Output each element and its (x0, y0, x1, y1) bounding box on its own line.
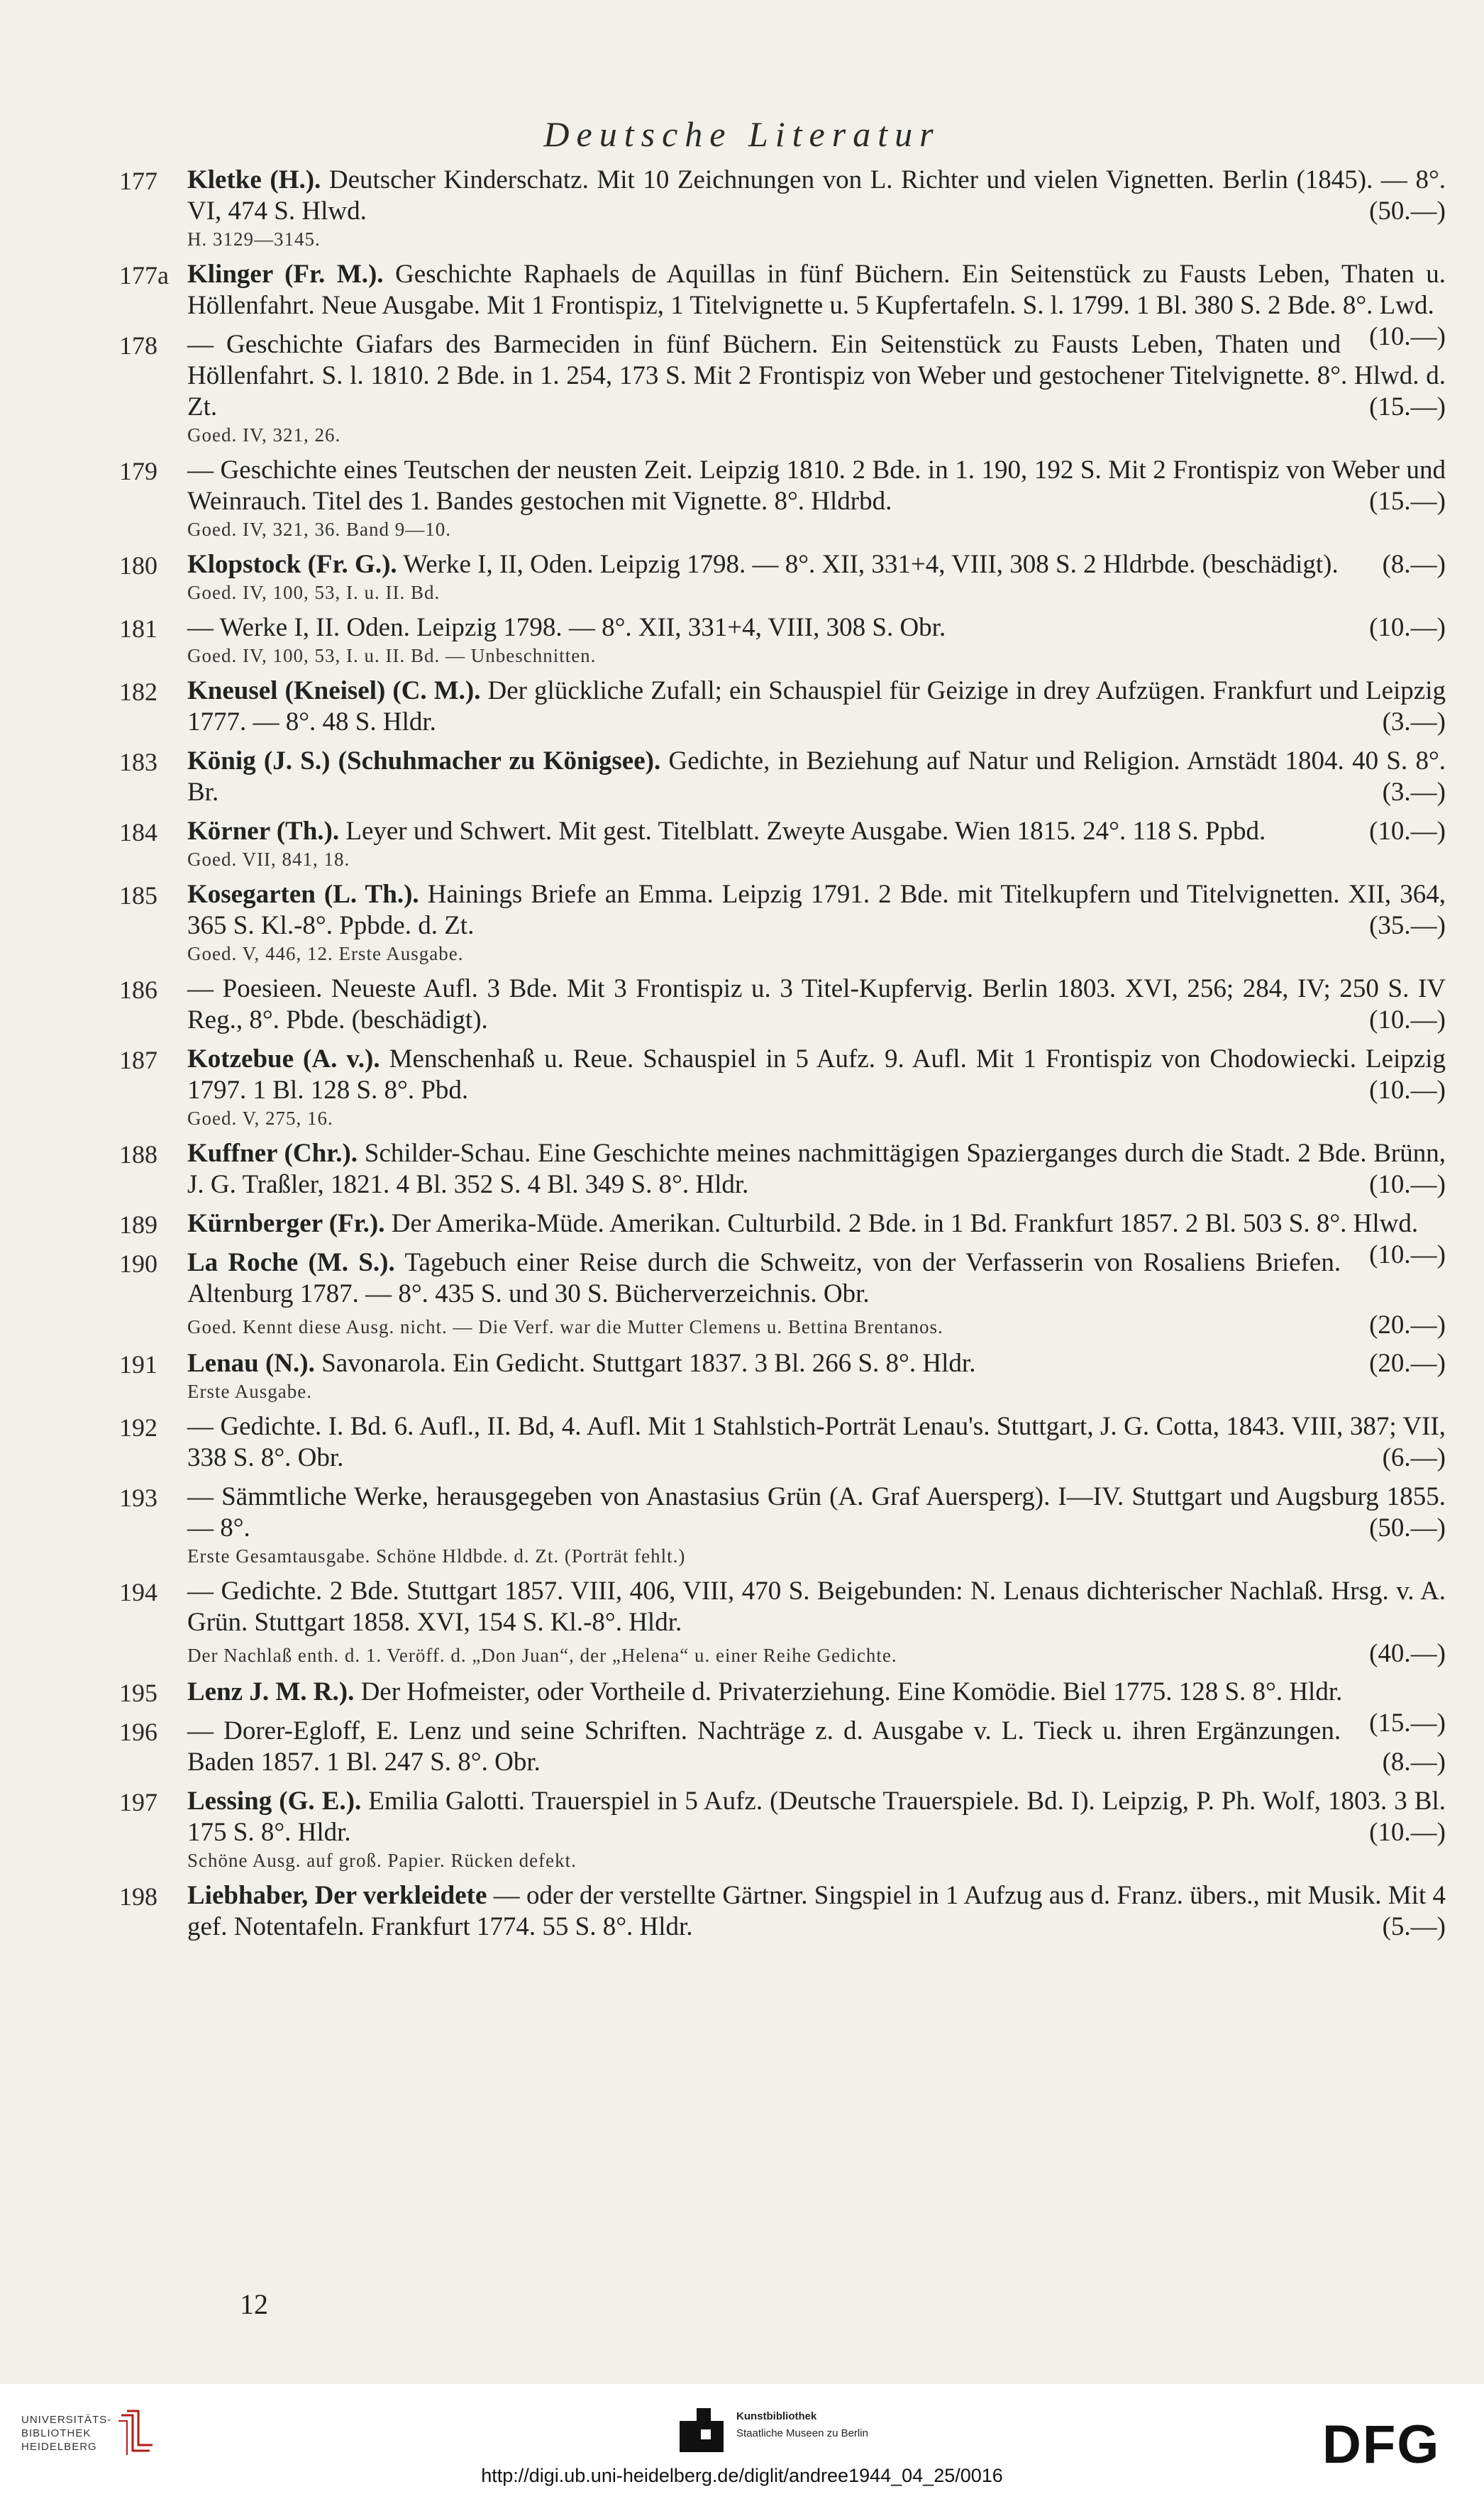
entry-text: — oder der verstellte Gärtner. Singspiel in 1 Aufzug aus d. Franz. übers., mit Musik. Mit 4 gef. Notentafeln. Frankfurt 1774. 55 S. 8°. Hldr. (187, 1881, 1446, 1941)
entry-price: (10.—) (1369, 1818, 1446, 1847)
entry-author: Körner (Th.). (187, 817, 340, 846)
entry-text: Der Hofmeister, oder Vortheile d. Privaterziehung. Eine Komödie. Biel 1775. 128 S. 8°. Hldr. (360, 1677, 1343, 1706)
entry-author: Kneusel (Kneisel) (C. M.). (187, 676, 481, 705)
entry-text: Der Amerika-Müde. Amerikan. Culturbild. 2 Bde. in 1 Bd. Frankfurt 1857. 2 Bl. 503 S. 8°. Hlwd. (391, 1209, 1419, 1238)
entry-number: 185 (119, 881, 157, 910)
entry-text: Menschenhaß u. Reue. Schauspiel in 5 Aufz. 9. Aufl. Mit 1 Frontispiz von Chodowiecki. Leipzig 1797. 1 Bl. 128 S. 8°. Pbd. (187, 1044, 1446, 1105)
entry-description (187, 1348, 1446, 1379)
entry-note: Erste Ausgabe. (187, 1381, 312, 1402)
entry-text: — Gedichte. 2 Bde. Stuttgart 1857. VIII, 406, VIII, 470 S. Beigebunden: N. Lenaus dichterischer Nachlaß. Hrsg. v. A. Grün. Stuttgart 1858. XVI, 154 S. Kl.-8°. Hldr. (187, 1577, 1446, 1637)
catalog-entry (119, 165, 1446, 251)
entry-description (187, 879, 1446, 942)
entry-author: Kotzebue (A. v.). (187, 1044, 380, 1074)
entry-text: Schilder-Schau. Eine Geschichte meines nachmittägigen Spazierganges durch die Stadt. 2 Bde. Brünn, J. G. Traßler, 1821. 4 Bl. 352 S. 4 Bl. 349 S. 8°. Hldr. (187, 1139, 1446, 1199)
entry-text: Der glückliche Zufall; ein Schauspiel für Geizige in drey Aufzügen. Frankfurt und Leipzig 1777. — 8°. 48 S. Hldr. (187, 676, 1446, 736)
catalog-entry (119, 1138, 1446, 1201)
page-header-title: Deutsche Literatur (543, 114, 941, 154)
entry-note-row (187, 1310, 1446, 1340)
entry-price: (35.—) (1369, 911, 1446, 940)
entry-author: Liebhaber, Der verkleidete (187, 1881, 487, 1910)
entry-text: Emilia Galotti. Trauerspiel in 5 Aufz. (Deutsche Trauerspiele. Bd. I). Leipzig, P. Ph. Wolf, 1803. 3 Bl. 175 S. 8°. Hldr. (187, 1787, 1446, 1847)
catalog-entry (119, 329, 1446, 447)
entry-author: König (J. S.) (Schuhmacher zu Königsee). (187, 746, 661, 776)
entry-price: (10.—) (1369, 1076, 1446, 1105)
entry-number: 177 (119, 167, 157, 195)
entry-price: (40.—) (1369, 1639, 1446, 1668)
entry-number: 181 (119, 614, 157, 643)
entry-price: (15.—) (1369, 392, 1446, 421)
entry-price: (20.—) (1369, 1311, 1446, 1340)
entry-description (187, 1481, 1446, 1544)
entry-number: 182 (119, 678, 157, 706)
entry-description (187, 329, 1446, 423)
entry-price: (10.—) (1369, 613, 1446, 642)
catalog-entry (119, 612, 1446, 668)
entry-text: Deutscher Kinderschatz. Mit 10 Zeichnungen von L. Richter und vielen Vignetten. Berlin (1845). — 8°. VI, 474 S. Hlwd. (187, 165, 1446, 226)
entry-text: — Geschichte eines Teutschen der neusten Zeit. Leipzig 1810. 2 Bde. in 1. 190, 192 S. Mit 2 Frontispiz von Weber und Weinrauch. Titel des 1. Bandes gestochen mit Vignette. 8°. Hldrbd. (187, 456, 1446, 516)
entry-note: Erste Gesamtausgabe. Schöne Hldbde. d. Zt. (Porträt fehlt.) (187, 1545, 686, 1567)
catalog-entry (119, 549, 1446, 605)
entry-text: Hainings Briefe an Emma. Leipzig 1791. 2 Bde. mit Titelkupfern und Titelvignetten. XII, 364, 365 S. Kl.-8°. Ppbde. d. Zt. (187, 880, 1446, 940)
entry-text: Tagebuch einer Reise durch die Schweitz, von der Verfasserin von Rosaliens Briefen. Altenburg 1787. — 8°. 435 S. und 30 S. Bücherverzeichnis. Obr. (187, 1248, 1341, 1308)
footer-bar (0, 2384, 1484, 2494)
ub-line-3: HEIDELBERG (21, 2440, 97, 2453)
ub-line-2: BIBLIOTHEK (21, 2427, 92, 2439)
entry-number: 193 (119, 1484, 157, 1512)
entry-text: — Gedichte. I. Bd. 6. Aufl., II. Bd, 4. Aufl. Mit 1 Stahlstich-Porträt Lenau's. Stuttgart, J. G. Cotta, 1843. VIII, 387; VII, 338 S. 8°. Obr. (187, 1412, 1446, 1472)
entry-price: (3.—) (1382, 778, 1446, 807)
entry-price: (20.—) (1369, 1349, 1446, 1378)
kb-subtitle: Staatliche Museen zu Berlin (736, 2427, 868, 2439)
entry-number: 179 (119, 457, 157, 485)
page-number: 12 (240, 2288, 268, 2320)
entry-number: 183 (119, 748, 157, 776)
entry-note: Goed. IV, 100, 53, I. u. II. Bd. — Unbeschnitten. (187, 645, 597, 666)
entry-text: Werke I, II, Oden. Leipzig 1798. — 8°. XII, 331+4, VIII, 308 S. 2 Hldrbde. (beschädigt). (403, 550, 1339, 579)
entry-description (187, 1411, 1446, 1474)
entry-description (187, 165, 1446, 227)
entry-price: (15.—) (1369, 1709, 1446, 1738)
entry-author: Kletke (H.). (187, 165, 321, 194)
entry-note: Der Nachlaß enth. d. 1. Veröff. d. „Don Juan“, der „Helena“ u. einer Reihe Gedichte. (187, 1645, 897, 1666)
kunstbibliothek-logo[interactable] (680, 2408, 868, 2452)
entry-description (187, 675, 1446, 738)
entry-description (187, 1880, 1446, 1943)
entry-number: 187 (119, 1046, 157, 1074)
entry-price: (10.—) (1369, 1170, 1446, 1199)
entry-description (187, 816, 1446, 847)
entry-note: Schöne Ausg. auf groß. Papier. Rücken defekt. (187, 1850, 577, 1871)
entry-author: Klopstock (Fr. G.). (187, 550, 397, 579)
entry-author: Kosegarten (L. Th.). (187, 880, 419, 909)
entry-price: (10.—) (1369, 1240, 1446, 1269)
entry-price: (15.—) (1369, 487, 1446, 516)
catalog-entry (119, 816, 1446, 871)
entry-note: Goed. VII, 841, 18. (187, 849, 350, 870)
entry-description (187, 1576, 1446, 1638)
kunstbibliothek-emblem-icon (680, 2408, 724, 2452)
entry-text: — Poesieen. Neueste Aufl. 3 Bde. Mit 3 Frontispiz u. 3 Titel-Kupfervig. Berlin 1803. XVI, 256; 284, IV; 250 S. IV Reg., 8°. Pbde. (beschädigt). (187, 974, 1446, 1034)
dfg-logo[interactable]: DFG (1322, 2415, 1441, 2475)
catalog-entry-list (119, 165, 1446, 1950)
entry-price: (50.—) (1369, 197, 1446, 226)
catalog-entry (119, 879, 1446, 966)
entry-number: 195 (119, 1679, 157, 1707)
entry-price: (50.—) (1369, 1513, 1446, 1543)
entry-author: Kürnberger (Fr.). (187, 1209, 385, 1238)
entry-text: Gedichte, in Beziehung auf Natur und Religion. Arnstädt 1804. 40 S. 8°. Br. (187, 746, 1446, 807)
kunstbibliothek-text (736, 2408, 868, 2442)
entry-note: Goed. V, 275, 16. (187, 1108, 333, 1129)
entry-number: 197 (119, 1788, 157, 1816)
entry-description (187, 1138, 1446, 1201)
entry-number: 188 (119, 1140, 157, 1169)
entry-description (187, 1716, 1446, 1778)
entry-number: 191 (119, 1350, 157, 1379)
entry-description (187, 455, 1446, 517)
catalog-entry (119, 1880, 1446, 1943)
catalog-entry (119, 1786, 1446, 1872)
entry-author: Lenau (N.). (187, 1349, 315, 1378)
catalog-entry (119, 1481, 1446, 1568)
entry-author: Lenz J. M. R.). (187, 1677, 355, 1706)
entry-note: Goed. IV, 321, 26. (187, 424, 341, 446)
entry-text: Savonarola. Ein Gedicht. Stuttgart 1837. 3 Bl. 266 S. 8°. Hldr. (321, 1349, 976, 1378)
entry-description (187, 1247, 1446, 1310)
entry-note: Goed. IV, 321, 36. Band 9—10. (187, 519, 451, 540)
catalog-entry (119, 973, 1446, 1036)
entry-note: Goed. V, 446, 12. Erste Ausgabe. (187, 943, 464, 964)
entry-description (187, 549, 1446, 580)
entry-price: (5.—) (1382, 1912, 1446, 1941)
entry-number: 178 (119, 331, 157, 360)
entry-description (187, 973, 1446, 1036)
catalog-entry (119, 746, 1446, 808)
entry-price: (6.—) (1382, 1443, 1446, 1472)
catalog-entry (119, 1247, 1446, 1340)
ub-logo-text (21, 2413, 111, 2454)
catalog-entry (119, 1044, 1446, 1130)
entry-price: (3.—) (1382, 707, 1446, 736)
ub-emblem-icon (117, 2410, 154, 2456)
entry-note-row (187, 1638, 1446, 1669)
entry-author: Lessing (G. E.). (187, 1787, 362, 1816)
kb-title: Kunstbibliothek (736, 2410, 817, 2422)
entry-author: Klinger (Fr. M.). (187, 260, 384, 289)
ub-heidelberg-logo[interactable] (21, 2410, 154, 2456)
entry-number: 196 (119, 1718, 157, 1746)
entry-price: (10.—) (1369, 817, 1446, 846)
entry-note: Goed. Kennt diese Ausg. nicht. — Die Verf. war die Mutter Clemens u. Bettina Brentanos. (187, 1316, 943, 1337)
entry-description (187, 1786, 1446, 1848)
entry-description (187, 259, 1446, 351)
entry-note: H. 3129—3145. (187, 228, 321, 250)
entry-number: 186 (119, 976, 157, 1004)
ub-line-1: UNIVERSITÄTS- (21, 2413, 112, 2426)
entry-number: 192 (119, 1413, 157, 1442)
entry-price: (8.—) (1382, 1748, 1446, 1777)
entry-text: Geschichte Raphaels de Aquillas in fünf Büchern. Ein Seitenstück zu Fausts Leben, Thaten u. Höllenfahrt. Neue Ausgabe. Mit 1 Frontispiz, 1 Titelvignette u. 5 Kupfertafeln. S. l. 1799. 1 Bl. 380 S. 2 Bde. 8°. Lwd. (187, 260, 1446, 320)
entry-text: Leyer und Schwert. Mit gest. Titelblatt. Zweyte Ausgabe. Wien 1815. 24°. 118 S. Ppbd. (345, 817, 1266, 846)
entry-text: — Geschichte Giafars des Barmeciden in fünf Büchern. Ein Seitenstück zu Fausts Leben, Thaten und Höllenfahrt. S. l. 1810. 2 Bde. in 1. 254, 173 S. Mit 2 Frontispiz von Weber und gestochener Titelvignette. 8°. Hlwd. d. Zt. (187, 330, 1446, 421)
entry-note: Goed. IV, 100, 53, I. u. II. Bd. (187, 582, 441, 603)
entry-price: (10.—) (1369, 322, 1446, 351)
entry-number: 194 (119, 1578, 157, 1606)
entry-text: — Sämmtliche Werke, herausgegeben von Anastasius Grün (A. Graf Auersperg). I—IV. Stuttgart und Augsburg 1855. — 8°. (187, 1482, 1446, 1543)
catalog-entry (119, 1716, 1446, 1778)
entry-description (187, 1044, 1446, 1106)
entry-number: 190 (119, 1249, 157, 1278)
entry-author: La Roche (M. S.). (187, 1248, 395, 1277)
catalog-entry (119, 1411, 1446, 1474)
entry-number: 177a (119, 261, 169, 289)
catalog-entry (119, 1348, 1446, 1403)
entry-author: Kuffner (Chr.). (187, 1139, 358, 1168)
catalog-entry (119, 455, 1446, 541)
entry-description (187, 746, 1446, 808)
entry-description (187, 1677, 1446, 1738)
entry-text: — Werke I, II. Oden. Leipzig 1798. — 8°. XII, 331+4, VIII, 308 S. Obr. (187, 613, 946, 642)
entry-price: (8.—) (1382, 550, 1446, 579)
entry-number: 198 (119, 1882, 157, 1911)
entry-description (187, 612, 1446, 644)
catalog-entry (119, 675, 1446, 738)
entry-price: (10.—) (1369, 1005, 1446, 1034)
page-url[interactable]: http://digi.ub.uni-heidelberg.de/diglit/andree1944_04_25/0016 (481, 2465, 1003, 2486)
entry-text: — Dorer-Egloff, E. Lenz und seine Schriften. Nachträge z. d. Ausgabe v. L. Tieck u. ihren Ergänzungen. Baden 1857. 1 Bl. 247 S. 8°. Obr. (187, 1716, 1341, 1777)
catalog-entry (119, 1576, 1446, 1669)
entry-number: 180 (119, 551, 157, 580)
entry-number: 184 (119, 818, 157, 846)
entry-number: 189 (119, 1210, 157, 1239)
